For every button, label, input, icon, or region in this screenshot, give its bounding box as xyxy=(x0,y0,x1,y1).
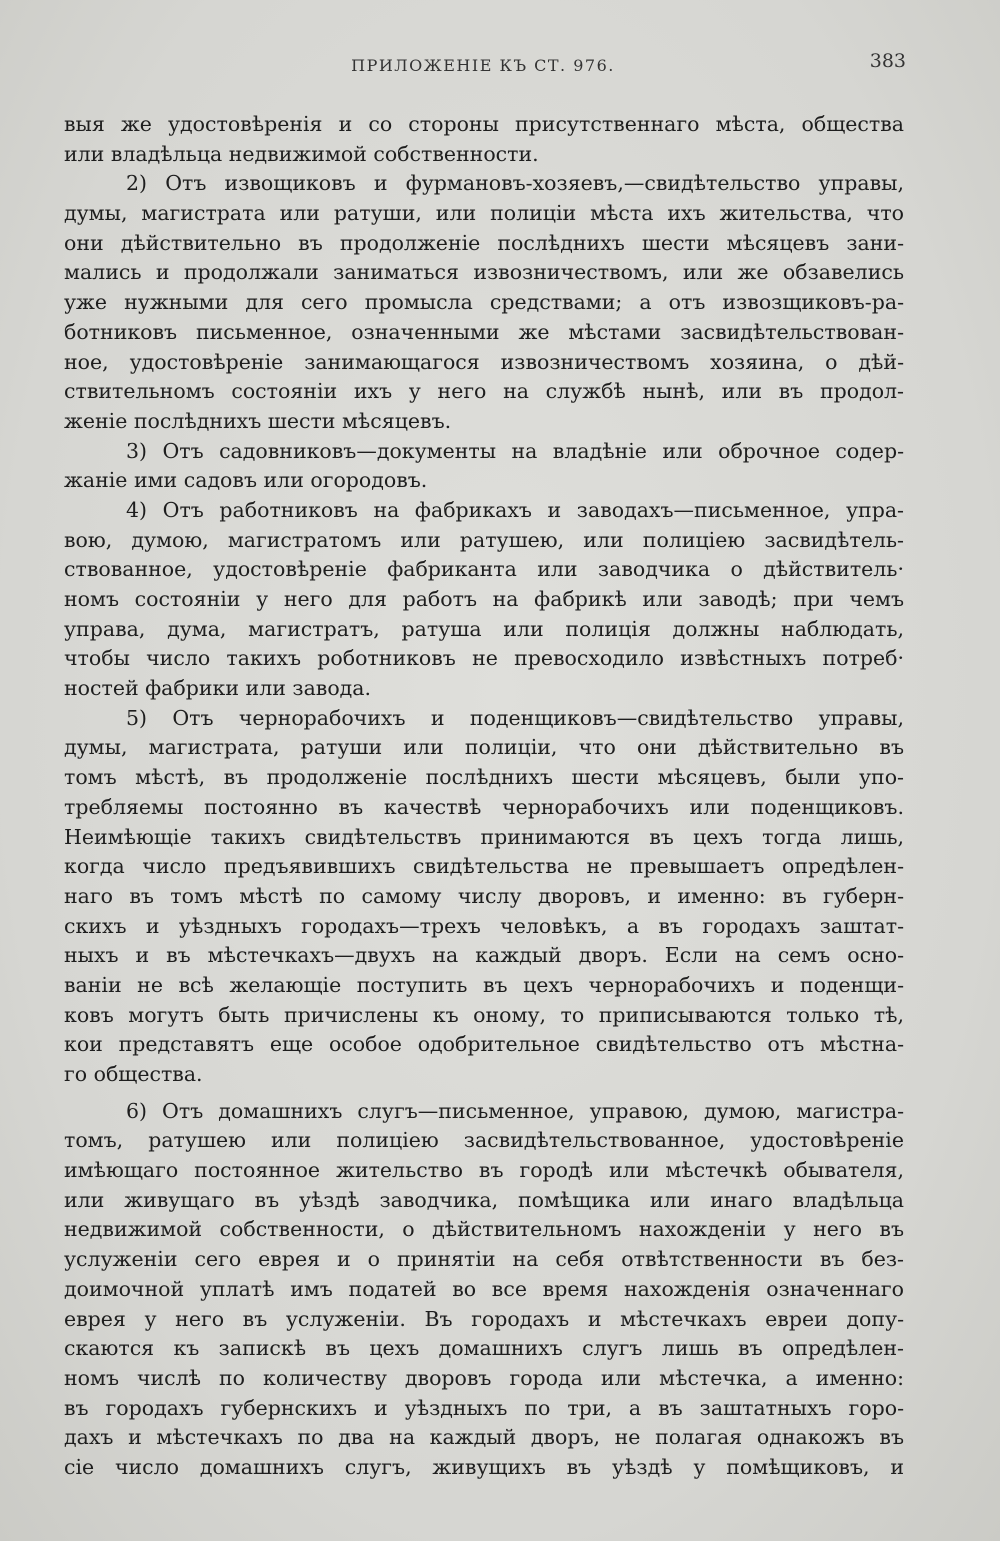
text-line: скаются къ запискѣ въ цехъ домашнихъ слугъ лишь въ опредѣлен- xyxy=(64,1336,904,1361)
text-line: вою, думою, магистратомъ или ратушею, или полиціею засвидѣтель- xyxy=(64,527,904,552)
text-line: 6) Отъ домашнихъ слугъ—письменное, управою, думою, магистра- xyxy=(126,1098,904,1123)
text-line: чтобы число такихъ роботниковъ не превосходило извѣстныхъ потреб· xyxy=(64,646,904,671)
page-header xyxy=(66,50,906,82)
text-line: 4) Отъ работниковъ на фабрикахъ и заводахъ—письменное, упра- xyxy=(126,497,904,522)
text-line: ностей фабрики или завода. xyxy=(64,676,372,701)
text-line: еврея у него въ услуженіи. Въ городахъ и мѣстечкахъ евреи допу- xyxy=(64,1306,904,1331)
paragraph-item-2 xyxy=(64,169,904,436)
text-line: ствованное, удостовѣреніе фабриканта или заводчика о дѣйствитель· xyxy=(64,557,904,582)
page-number: 383 xyxy=(869,50,906,72)
running-title: ПРИЛОЖЕНІЕ КЪ СТ. 976. xyxy=(351,56,615,75)
text-line: ботниковъ письменное, означенными же мѣстами засвидѣтельствован- xyxy=(64,319,904,344)
text-line: томъ мѣстѣ, въ продолженіе послѣднихъ шести мѣсяцевъ, были упо- xyxy=(64,765,904,790)
text-line: они дѣйствительно въ продолженіе послѣднихъ шести мѣсяцевъ зани- xyxy=(64,230,904,255)
text-line: ныхъ и въ мѣстечкахъ—двухъ на каждый дворъ. Если на семъ осно- xyxy=(64,943,904,968)
paragraph-item-3 xyxy=(64,437,904,496)
text-line: выя же удостовѣренія и со стороны присутственнаго мѣста, общества xyxy=(64,112,904,136)
paragraph-item-6 xyxy=(64,1097,904,1483)
text-line: го общества. xyxy=(64,1062,203,1086)
text-line: ваніи не всѣ желающіе поступить въ цехъ чернорабочихъ и поденщи- xyxy=(64,972,904,997)
text-line: ное, удостовѣреніе занимающагося извозничествомъ хозяина, о дѣй- xyxy=(64,349,904,374)
text-line: томъ, ратушею или полиціею засвидѣтельствованное, удостовѣреніе xyxy=(64,1128,904,1153)
text-line: требляемы постоянно въ качествѣ чернорабочихъ или поденщиковъ. xyxy=(64,794,904,819)
text-line: когда число предъявившихъ свидѣтельства не превышаетъ опредѣлен- xyxy=(64,854,904,879)
text-line: доимочной уплатѣ имъ податей во все время нахожденія означеннаго xyxy=(64,1276,904,1301)
text-line: 3) Отъ садовниковъ—документы на владѣніе или оброчное содер- xyxy=(126,438,904,463)
text-line: управа, дума, магистратъ, ратуша или полиція должны наблюдать, xyxy=(64,616,904,641)
text-line: номъ состояніи у него для работъ на фабрикѣ или заводѣ; при чемъ xyxy=(64,587,904,611)
text-line: имѣющаго постоянное жительство въ городѣ или мѣстечкѣ обывателя, xyxy=(64,1158,904,1183)
body-text xyxy=(64,110,904,1483)
text-line: скихъ и уѣздныхъ городахъ—трехъ человѣкъ, а въ городахъ заштат- xyxy=(64,913,904,938)
paragraph-1-continuation xyxy=(64,110,904,169)
paragraph-item-5 xyxy=(64,704,904,1090)
text-line: жаніе ими садовъ или огородовъ. xyxy=(64,468,428,493)
text-line: или живущаго въ уѣздѣ заводчика, помѣщика или инаго владѣльца xyxy=(64,1187,904,1212)
text-line: ковъ могутъ быть причислены къ оному, то приписываются только тѣ, xyxy=(64,1002,904,1027)
text-line: наго въ томъ мѣстѣ по самому числу дворовъ, и именно: въ губерн- xyxy=(64,883,904,908)
text-line: или владѣльца недвижимой собственности. xyxy=(64,141,539,166)
text-line: мались и продолжали заниматься извозничествомъ, или же обзавелись xyxy=(64,260,904,285)
text-line: думы, магистрата, ратуши или полиціи, что они дѣйствительно въ xyxy=(64,735,904,760)
text-line: дахъ и мѣстечкахъ по два на каждый дворъ, не полагая однакожъ въ xyxy=(64,1425,904,1450)
text-line: женіе послѣднихъ шести мѣсяцевъ. xyxy=(64,408,452,433)
text-line: въ городахъ губернскихъ и уѣздныхъ по три, а въ заштатныхъ горо- xyxy=(64,1395,904,1420)
text-line: 5) Отъ чернорабочихъ и поденщиковъ—свидѣтельство управы, xyxy=(126,705,904,730)
text-line: номъ числѣ по количеству дворовъ города или мѣстечка, а именно: xyxy=(64,1365,904,1390)
text-line: ствительномъ состояніи ихъ у него на службѣ нынѣ, или въ продол- xyxy=(64,379,904,404)
paragraph-item-4 xyxy=(64,496,904,704)
paragraph-gap xyxy=(64,1090,904,1097)
text-line: кои представятъ еще особое одобрительное свидѣтельство отъ мѣстна- xyxy=(64,1032,904,1057)
text-line: сіе число домашнихъ слугъ, живущихъ въ уѣздѣ у помѣщиковъ, и xyxy=(64,1454,904,1479)
text-line: услуженіи сего еврея и о принятіи на себя отвѣтственности въ без- xyxy=(64,1247,904,1272)
text-line: думы, магистрата или ратуши, или полиціи мѣста ихъ жительства, что xyxy=(64,201,904,226)
text-line: уже нужными для сего промысла средствами; а отъ извозщиковъ-ра- xyxy=(64,290,904,315)
text-line: 2) Отъ извощиковъ и фурмановъ-хозяевъ,—свидѣтельство управы, xyxy=(126,171,904,196)
text-line: Неимѣющіе такихъ свидѣтельствъ принимаются въ цехъ тогда лишь, xyxy=(64,824,904,849)
text-line: недвижимой собственности, о дѣйствительномъ нахожденіи у него въ xyxy=(64,1217,904,1242)
